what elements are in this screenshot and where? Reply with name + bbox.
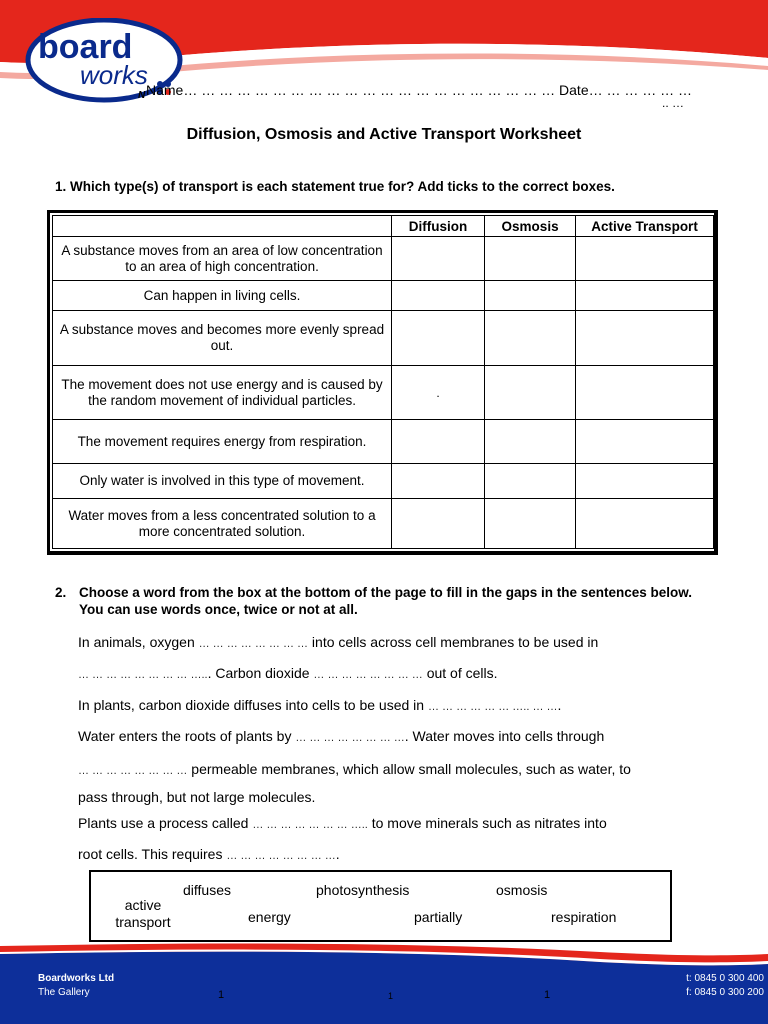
word-option: osmosis: [496, 882, 548, 898]
sentence-text: Water enters the roots of plants by: [78, 728, 296, 744]
tick-box-osmosis[interactable]: [485, 499, 576, 549]
table-row: [53, 464, 714, 499]
worksheet-title: Diffusion, Osmosis and Active Transport Worksheet: [186, 126, 582, 143]
sentence-line: [78, 761, 631, 777]
tick-box-diffusion[interactable]: [392, 499, 485, 549]
sentence-text: . Water moves into cells through: [404, 728, 605, 744]
table-header-row: [53, 216, 714, 237]
sentence-line: [78, 665, 498, 681]
sentence-text: pass through, but not large molecules.: [78, 789, 316, 805]
table-row: [53, 499, 714, 549]
sentence-text: Plants use a process called: [78, 815, 253, 831]
tick-box-diffusion[interactable]: [392, 311, 485, 366]
answer-gap[interactable]: … … … … … … … …..: [252, 819, 368, 831]
tick-box-diffusion[interactable]: [392, 464, 485, 499]
name-trailing-dots: .. …: [662, 96, 685, 110]
sentence-text: .: [557, 697, 562, 713]
answer-gap[interactable]: … … … … … … … …: [226, 850, 336, 862]
word-option: energy: [248, 909, 291, 925]
tick-box-active[interactable]: [576, 366, 714, 420]
tick-box-active[interactable]: [576, 464, 714, 499]
footer-fax: f: 0845 0 300 200: [686, 987, 764, 998]
footer-company: Boardworks Ltd: [38, 973, 115, 984]
tick-box-active[interactable]: [576, 420, 714, 464]
answer-gap[interactable]: … … … … … … … …: [295, 732, 405, 744]
tick-box-osmosis[interactable]: [485, 281, 576, 311]
word-option: partially: [414, 909, 463, 925]
statement-cell: A substance moves from an area of low concentration to an area of high concentration.: [53, 237, 392, 281]
tick-box-active[interactable]: [576, 311, 714, 366]
logo-word-board: board: [38, 28, 133, 66]
tick-box-diffusion[interactable]: [392, 420, 485, 464]
sentence-text: out of cells.: [422, 665, 498, 681]
sentence-line: [78, 697, 561, 713]
word-box: [89, 870, 672, 942]
sentence-text: . Carbon dioxide: [207, 665, 314, 681]
footer-address: The Gallery: [38, 987, 90, 998]
tick-box-active[interactable]: [576, 281, 714, 311]
answer-gap[interactable]: … … … … … … … … …..: [78, 669, 208, 681]
word-option: diffuses: [183, 882, 231, 898]
answer-gap[interactable]: … … … … … … … …: [198, 638, 309, 650]
tick-box-osmosis[interactable]: [485, 366, 576, 420]
sentence-text: into cells across cell membranes to be used in: [308, 634, 599, 650]
sentence-text: permeable membranes, which allow small molecules, such as water, to: [187, 761, 631, 777]
sentence-line: [78, 846, 340, 862]
transport-table: [52, 215, 714, 549]
answer-gap[interactable]: … … … … … … ….. … …: [427, 701, 558, 713]
table-row: [53, 281, 714, 311]
tick-box-diffusion[interactable]: [392, 281, 485, 311]
sentence-line: [78, 634, 598, 650]
tick-box-diffusion[interactable]: .: [392, 366, 485, 420]
footer-phone: t: 0845 0 300 400: [686, 973, 764, 984]
answer-gap[interactable]: … … … … … … … …: [313, 669, 423, 681]
header-active-transport: Active Transport: [576, 216, 714, 237]
header-diffusion: Diffusion: [392, 216, 485, 237]
statement-cell: A substance moves and becomes more evenly spread out.: [53, 311, 392, 366]
tick-box-active[interactable]: [576, 499, 714, 549]
question-2-text: Choose a word from the box at the bottom of the page to fill in the gaps in the sentences below. You can use words once, twice or not at all.: [79, 585, 693, 617]
sentence-text: .: [335, 846, 340, 862]
word-option: respiration: [551, 909, 617, 925]
sentence-text: In animals, oxygen: [78, 634, 199, 650]
statement-cell: The movement does not use energy and is caused by the random movement of individual particles.: [53, 366, 392, 420]
table-row: [53, 366, 714, 420]
page-mark: 1: [388, 991, 394, 1001]
tick-box-osmosis[interactable]: [485, 464, 576, 499]
table-row: [53, 311, 714, 366]
tick-box-osmosis[interactable]: [485, 311, 576, 366]
sentence-line: [78, 815, 607, 831]
sentence-text: root cells. This requires: [78, 846, 227, 862]
tick-box-osmosis[interactable]: [485, 237, 576, 281]
page-mark: 1: [544, 989, 551, 1001]
sentence-line: [78, 728, 604, 744]
header-osmosis: Osmosis: [485, 216, 576, 237]
statement-cell: The movement requires energy from respiration.: [53, 420, 392, 464]
footer-band: [0, 940, 768, 1024]
word-option: active transport: [115, 897, 171, 930]
tick-box-diffusion[interactable]: [392, 237, 485, 281]
logo-word-works: works: [80, 60, 148, 90]
tick-box-osmosis[interactable]: [485, 420, 576, 464]
page-mark: 1: [218, 989, 225, 1001]
name-date-text[interactable]: Name… … … … … … … … … … … … … … … … … … … … … Date… … … … … …: [146, 82, 693, 98]
table-row: [53, 420, 714, 464]
table-row: [53, 237, 714, 281]
sentence-text: to move minerals such as nitrates into: [367, 815, 607, 831]
header-statement: [53, 216, 392, 237]
name-mark: N: [138, 90, 146, 101]
sentence-line: [78, 789, 315, 805]
answer-gap[interactable]: … … … … … … … …: [78, 765, 188, 777]
tick-box-active[interactable]: [576, 237, 714, 281]
sentence-text: In plants, carbon dioxide diffuses into cells to be used in: [78, 697, 428, 713]
boardworks-logo: [24, 18, 184, 118]
word-option: photosynthesis: [316, 882, 410, 898]
statement-cell: Can happen in living cells.: [53, 281, 392, 311]
question-2-number: 2.: [55, 585, 67, 600]
question-1-text: 1. Which type(s) of transport is each statement true for? Add ticks to the correct boxes.: [55, 179, 615, 194]
statement-cell: Only water is involved in this type of movement.: [53, 464, 392, 499]
statement-cell: Water moves from a less concentrated solution to a more concentrated solution.: [53, 499, 392, 549]
